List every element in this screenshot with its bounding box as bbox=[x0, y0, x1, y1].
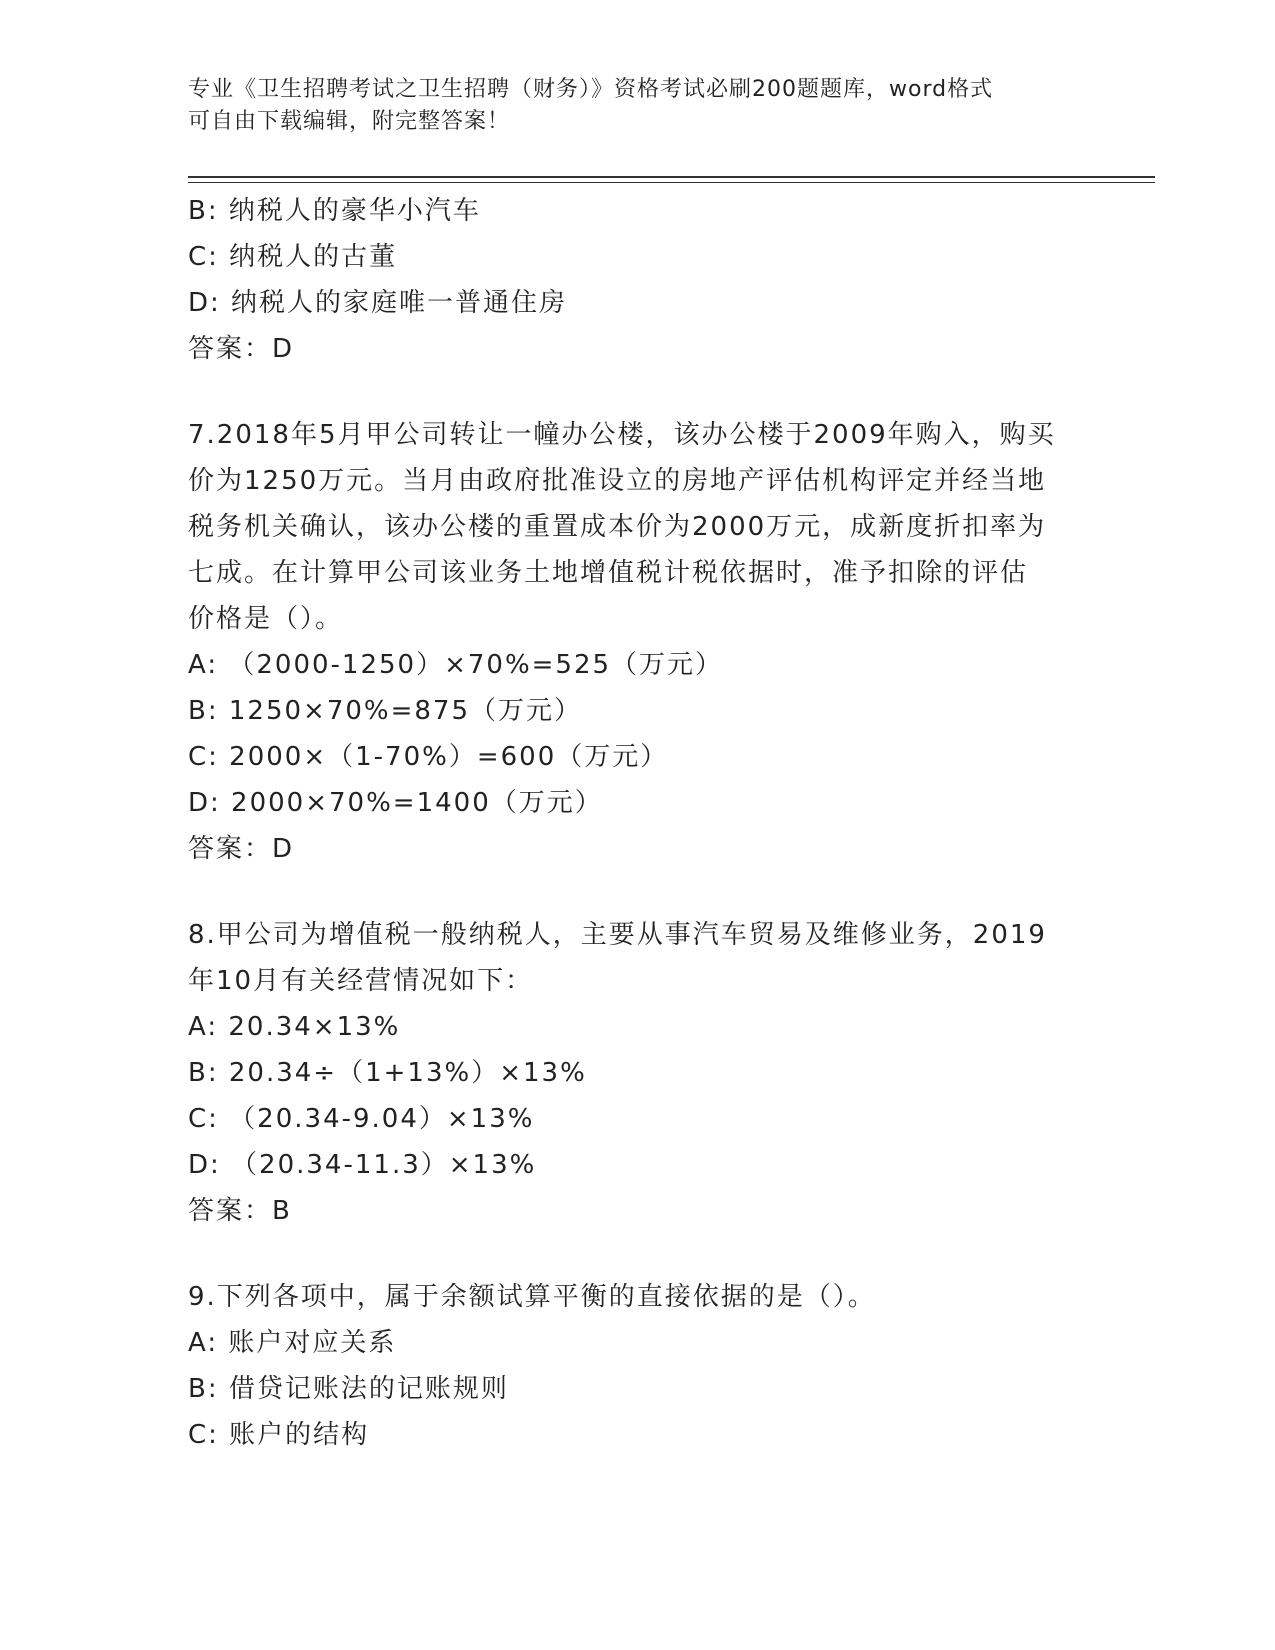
option-c: C: 2000×（1-70%）=600（万元） bbox=[188, 742, 669, 772]
document-header bbox=[188, 74, 1088, 138]
option-c: C: 账户的结构 bbox=[188, 1420, 370, 1450]
answer-line: 答案：B bbox=[188, 1196, 292, 1226]
question-block-prev bbox=[188, 188, 1088, 372]
option-a: A: 账户对应关系 bbox=[188, 1328, 397, 1358]
question-text-line: 价为1250万元。当月由政府批准设立的房地产评估机构评定并经当地 bbox=[188, 466, 1047, 496]
option-d: D: （20.34-11.3）×13% bbox=[188, 1150, 537, 1180]
question-block-9 bbox=[188, 1274, 1088, 1458]
question-text-line: 7.2018年5月甲公司转让一幢办公楼，该办公楼于2009年购入，购买 bbox=[188, 420, 1056, 450]
question-text-line: 七成。在计算甲公司该业务土地增值税计税依据时，准予扣除的评估 bbox=[188, 558, 1029, 588]
question-text-line: 年10月有关经营情况如下： bbox=[188, 966, 534, 996]
question-text-line: 价格是（）。 bbox=[188, 604, 344, 634]
option-c: C: （20.34-9.04）×13% bbox=[188, 1104, 535, 1134]
question-list bbox=[188, 188, 1088, 1458]
header-divider bbox=[188, 176, 1155, 178]
option-d: D: 纳税人的家庭唯一普通住房 bbox=[188, 288, 568, 318]
header-line: 专业《卫生招聘考试之卫生招聘（财务）》资格考试必刷200题题库，word格式 bbox=[188, 77, 994, 102]
header-divider-thin bbox=[188, 182, 1155, 183]
question-text-line: 9.下列各项中，属于余额试算平衡的直接依据的是（）。 bbox=[188, 1282, 876, 1312]
question-block-7 bbox=[188, 412, 1088, 872]
option-d: D: 2000×70%=1400（万元） bbox=[188, 788, 603, 818]
option-b: B: 纳税人的豪华小汽车 bbox=[188, 196, 481, 226]
answer-line: 答案：D bbox=[188, 334, 295, 364]
option-c: C: 纳税人的古董 bbox=[188, 242, 398, 272]
option-a: A: （2000-1250）×70%=525（万元） bbox=[188, 650, 724, 680]
option-a: A: 20.34×13% bbox=[188, 1012, 401, 1042]
answer-line: 答案：D bbox=[188, 834, 295, 864]
header-line: 可自由下载编辑，附完整答案！ bbox=[188, 109, 511, 134]
option-b: B: 借贷记账法的记账规则 bbox=[188, 1374, 509, 1404]
question-text-line: 税务机关确认，该办公楼的重置成本价为2000万元，成新度折扣率为 bbox=[188, 512, 1047, 542]
question-block-8 bbox=[188, 912, 1088, 1234]
option-b: B: 1250×70%=875（万元） bbox=[188, 696, 583, 726]
option-b: B: 20.34÷（1+13%）×13% bbox=[188, 1058, 587, 1088]
question-text-line: 8.甲公司为增值税一般纳税人，主要从事汽车贸易及维修业务，2019 bbox=[188, 920, 1047, 950]
